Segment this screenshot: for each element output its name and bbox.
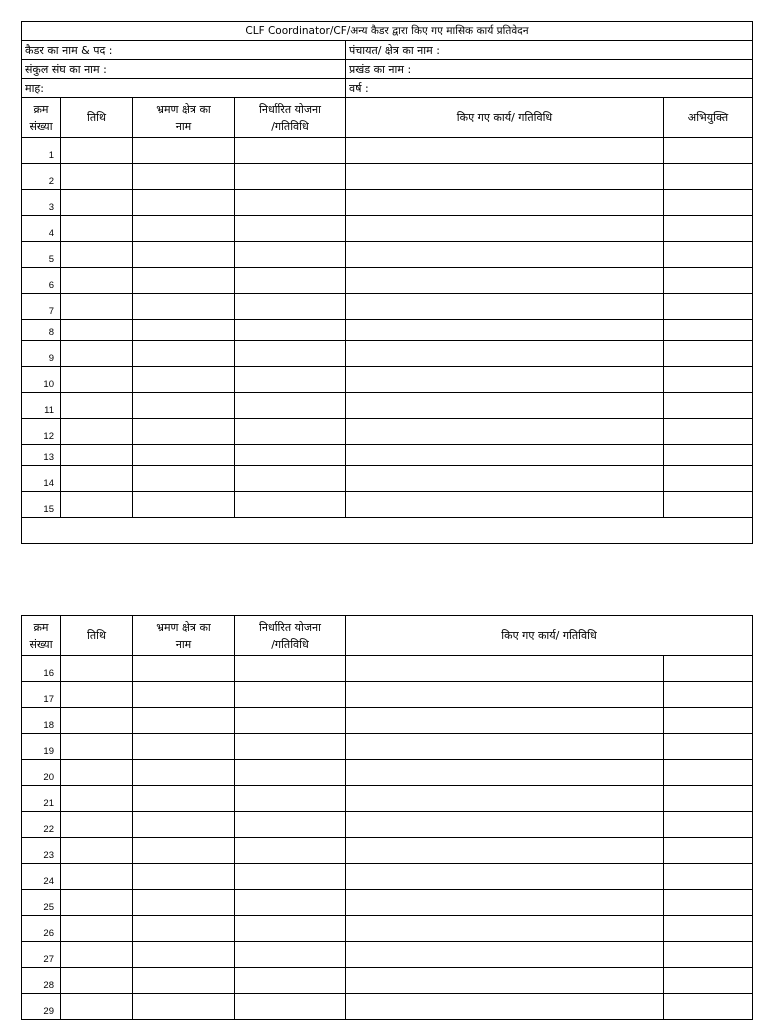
col-work: किए गए कार्य/ गतिविधि (346, 98, 664, 138)
table-row (22, 466, 753, 492)
row-number: 26 (22, 916, 61, 942)
table-cell (664, 320, 753, 341)
table-cell (133, 682, 235, 708)
table-cell (61, 734, 133, 760)
table-cell (346, 393, 664, 419)
table-cell (61, 812, 133, 838)
table-cell (346, 734, 664, 760)
table-cell (235, 294, 346, 320)
row-number: 15 (22, 492, 61, 518)
row-number: 1 (22, 138, 61, 164)
row-number: 18 (22, 708, 61, 734)
table-cell (346, 838, 664, 864)
table-cell (133, 268, 235, 294)
form-title: CLF Coordinator/CF/अन्य कैडर द्वारा किए गए मासिक कार्य प्रतिवेदन (22, 22, 753, 41)
table-cell (61, 864, 133, 890)
table-cell (235, 367, 346, 393)
table-row (22, 320, 753, 341)
table-cell (133, 760, 235, 786)
table-cell (664, 760, 753, 786)
month-field: माह: (22, 79, 346, 98)
table-cell (664, 445, 753, 466)
table-cell (346, 268, 664, 294)
row-number: 3 (22, 190, 61, 216)
table-cell (61, 294, 133, 320)
table-cell (346, 466, 664, 492)
table-cell (133, 190, 235, 216)
table-cell (664, 890, 753, 916)
table-cell (133, 812, 235, 838)
table-cell (133, 294, 235, 320)
table-cell (664, 341, 753, 367)
table-row (22, 164, 753, 190)
table-row (22, 890, 753, 916)
table-cell (235, 341, 346, 367)
table-cell (235, 190, 346, 216)
rows-page1 (22, 138, 753, 518)
table-row (22, 656, 753, 682)
row-number: 23 (22, 838, 61, 864)
table-cell (346, 320, 664, 341)
table-cell (664, 216, 753, 242)
table-cell (346, 916, 664, 942)
col-serial: क्रम संख्या (22, 98, 61, 138)
table-cell (61, 942, 133, 968)
table-cell (133, 786, 235, 812)
row-number: 24 (22, 864, 61, 890)
table-cell (61, 492, 133, 518)
row-number: 22 (22, 812, 61, 838)
col-plan: निर्धारित योजना /गतिविधि (235, 616, 346, 656)
table-cell (61, 682, 133, 708)
row-number: 12 (22, 419, 61, 445)
table-cell (133, 656, 235, 682)
table-row (22, 341, 753, 367)
table-cell (664, 734, 753, 760)
table-cell (133, 164, 235, 190)
row-number: 29 (22, 994, 61, 1020)
report-table-page2 (21, 615, 753, 1020)
table-cell (133, 492, 235, 518)
col-plan: निर्धारित योजना /गतिविधि (235, 98, 346, 138)
table-cell (664, 164, 753, 190)
table-cell (664, 268, 753, 294)
row-number: 9 (22, 341, 61, 367)
table-cell (235, 466, 346, 492)
table-cell (133, 466, 235, 492)
table-row (22, 916, 753, 942)
table-cell (235, 890, 346, 916)
table-cell (235, 320, 346, 341)
table-cell (133, 968, 235, 994)
table-cell (61, 838, 133, 864)
table-row (22, 968, 753, 994)
table-cell (664, 682, 753, 708)
table-row (22, 393, 753, 419)
table-cell (664, 942, 753, 968)
table-cell (664, 812, 753, 838)
table-cell (61, 164, 133, 190)
table-cell (61, 268, 133, 294)
row-number: 2 (22, 164, 61, 190)
row-number: 11 (22, 393, 61, 419)
table-cell (235, 786, 346, 812)
table-cell (346, 164, 664, 190)
table-cell (346, 682, 664, 708)
table-cell (133, 242, 235, 268)
table-cell (664, 708, 753, 734)
footer-blank-row (22, 518, 753, 544)
table-cell (235, 492, 346, 518)
table-cell (235, 760, 346, 786)
table-cell (664, 242, 753, 268)
cluster-union-field: संकुल संघ का नाम : (22, 60, 346, 79)
table-cell (664, 786, 753, 812)
table-cell (346, 138, 664, 164)
row-number: 7 (22, 294, 61, 320)
table-cell (235, 242, 346, 268)
table-cell (133, 708, 235, 734)
table-cell (346, 890, 664, 916)
table-cell (61, 445, 133, 466)
col-serial: क्रम संख्या (22, 616, 61, 656)
table-cell (61, 968, 133, 994)
report-table-page1 (21, 21, 753, 544)
table-row (22, 838, 753, 864)
row-number: 17 (22, 682, 61, 708)
table-cell (61, 242, 133, 268)
table-cell (664, 492, 753, 518)
table-row (22, 760, 753, 786)
table-cell (133, 341, 235, 367)
row-number: 16 (22, 656, 61, 682)
table-row (22, 268, 753, 294)
table-cell (61, 890, 133, 916)
table-row (22, 138, 753, 164)
table-row (22, 419, 753, 445)
table-row (22, 367, 753, 393)
table-row (22, 294, 753, 320)
table-cell (346, 760, 664, 786)
table-cell (346, 812, 664, 838)
table-cell (133, 942, 235, 968)
table-cell (346, 341, 664, 367)
col-area: भ्रमण क्षेत्र का नाम (133, 98, 235, 138)
table-cell (235, 164, 346, 190)
table-cell (346, 492, 664, 518)
table-cell (235, 916, 346, 942)
table-cell (133, 838, 235, 864)
table-cell (664, 367, 753, 393)
row-number: 25 (22, 890, 61, 916)
table-cell (235, 994, 346, 1020)
table-cell (235, 393, 346, 419)
table-row (22, 994, 753, 1020)
table-row (22, 942, 753, 968)
table-cell (346, 708, 664, 734)
cadre-name-field: कैडर का नाम & पद : (22, 41, 346, 60)
table-cell (235, 864, 346, 890)
table-cell (133, 138, 235, 164)
table-cell (664, 656, 753, 682)
table-cell (235, 734, 346, 760)
col-area: भ्रमण क्षेत्र का नाम (133, 616, 235, 656)
table-cell (235, 942, 346, 968)
table-cell (235, 216, 346, 242)
table-cell (235, 419, 346, 445)
table-cell (61, 656, 133, 682)
row-number: 6 (22, 268, 61, 294)
table-cell (235, 838, 346, 864)
col-date: तिथि (61, 616, 133, 656)
table-cell (664, 393, 753, 419)
table-cell (235, 812, 346, 838)
table-cell (346, 445, 664, 466)
table-cell (346, 994, 664, 1020)
table-cell (664, 190, 753, 216)
table-row (22, 242, 753, 268)
row-number: 13 (22, 445, 61, 466)
table-cell (346, 786, 664, 812)
table-cell (346, 942, 664, 968)
table-cell (61, 367, 133, 393)
table-row (22, 864, 753, 890)
table-cell (133, 393, 235, 419)
table-cell (61, 216, 133, 242)
row-number: 20 (22, 760, 61, 786)
table-row (22, 216, 753, 242)
col-remarks: अभियुक्ति (664, 98, 753, 138)
table-cell (346, 367, 664, 393)
row-number: 14 (22, 466, 61, 492)
table-cell (61, 393, 133, 419)
row-number: 10 (22, 367, 61, 393)
table-cell (346, 242, 664, 268)
table-row (22, 734, 753, 760)
table-row (22, 492, 753, 518)
table-cell (61, 760, 133, 786)
table-cell (664, 864, 753, 890)
table-cell (664, 138, 753, 164)
table-cell (235, 968, 346, 994)
table-row (22, 786, 753, 812)
table-cell (664, 419, 753, 445)
table-cell (61, 916, 133, 942)
table-cell (61, 341, 133, 367)
table-cell (664, 294, 753, 320)
table-row (22, 682, 753, 708)
table-cell (133, 419, 235, 445)
table-cell (61, 466, 133, 492)
rows-page2 (22, 656, 753, 1020)
table-cell (235, 656, 346, 682)
table-cell (133, 445, 235, 466)
row-number: 8 (22, 320, 61, 341)
table-row (22, 708, 753, 734)
table-cell (664, 968, 753, 994)
table-cell (133, 367, 235, 393)
table-cell (61, 786, 133, 812)
table-cell (61, 994, 133, 1020)
table-cell (346, 968, 664, 994)
row-number: 19 (22, 734, 61, 760)
table-cell (664, 994, 753, 1020)
row-number: 4 (22, 216, 61, 242)
table-cell (133, 216, 235, 242)
table-cell (346, 190, 664, 216)
table-cell (346, 419, 664, 445)
table-cell (346, 294, 664, 320)
table-cell (133, 916, 235, 942)
table-cell (346, 656, 664, 682)
table-cell (61, 320, 133, 341)
block-field: प्रखंड का नाम : (346, 60, 753, 79)
panchayat-field: पंचायत/ क्षेत्र का नाम : (346, 41, 753, 60)
table-cell (133, 864, 235, 890)
table-cell (61, 190, 133, 216)
table-cell (235, 138, 346, 164)
table-cell (664, 916, 753, 942)
row-number: 21 (22, 786, 61, 812)
table-cell (235, 445, 346, 466)
table-cell (235, 268, 346, 294)
table-cell (133, 734, 235, 760)
table-row (22, 445, 753, 466)
col-work: किए गए कार्य/ गतिविधि (346, 616, 753, 656)
table-cell (133, 890, 235, 916)
table-cell (61, 708, 133, 734)
table-row (22, 812, 753, 838)
table-cell (235, 682, 346, 708)
col-date: तिथि (61, 98, 133, 138)
table-cell (235, 708, 346, 734)
table-row (22, 190, 753, 216)
row-number: 27 (22, 942, 61, 968)
year-field: वर्ष : (346, 79, 753, 98)
row-number: 5 (22, 242, 61, 268)
table-cell (61, 138, 133, 164)
table-cell (61, 419, 133, 445)
table-cell (133, 320, 235, 341)
table-cell (133, 994, 235, 1020)
table-cell (664, 838, 753, 864)
table-cell (346, 216, 664, 242)
row-number: 28 (22, 968, 61, 994)
table-cell (346, 864, 664, 890)
table-cell (664, 466, 753, 492)
